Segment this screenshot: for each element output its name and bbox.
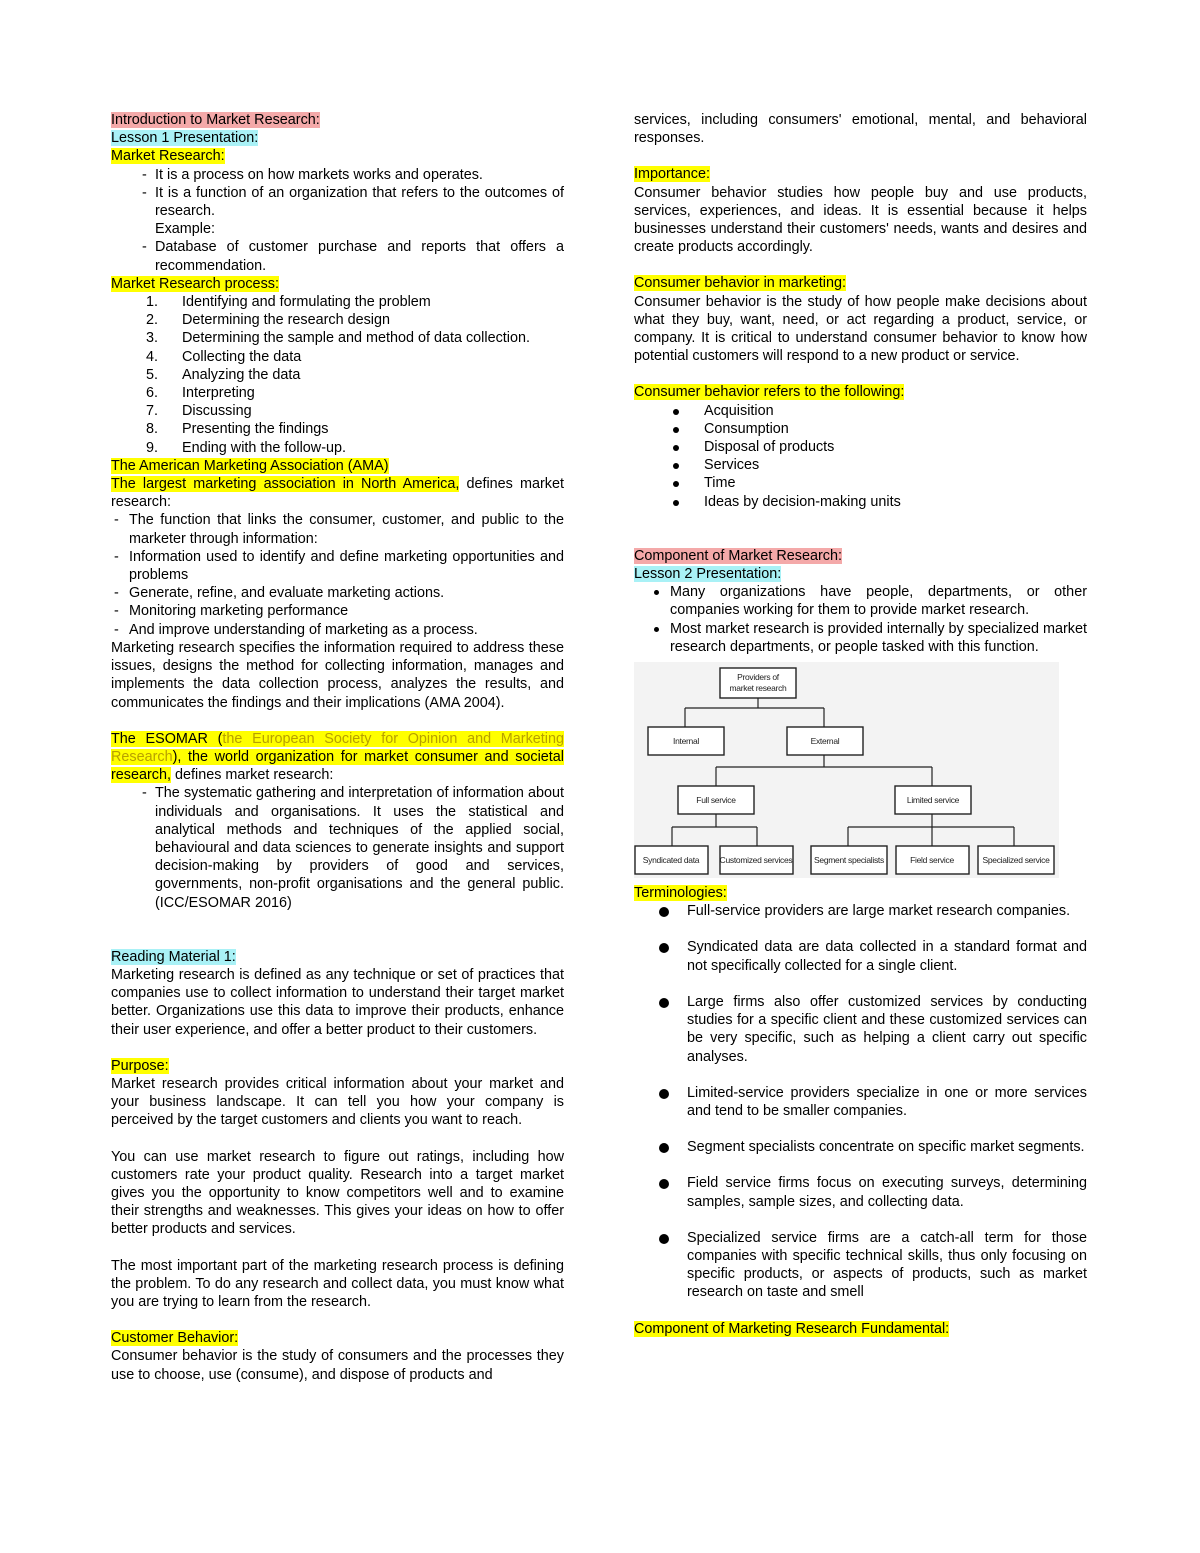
intro-heading: Introduction to Market Research:: [111, 112, 320, 128]
list-item: - It is a function of an organization that refers to the outcomes of research.: [111, 184, 564, 220]
label-limited-service: Limited service: [906, 795, 960, 806]
list-item: - And improve understanding of marketing as a process.: [111, 621, 564, 639]
list-item: Disposal of products: [634, 438, 1087, 456]
left-column: [111, 111, 564, 1384]
process-step: 1. Identifying and formulating the problem: [146, 294, 431, 311]
importance-heading: Importance:: [634, 166, 710, 183]
list-item: Acquisition: [634, 402, 1087, 420]
terminologies-heading: Terminologies:: [634, 885, 727, 902]
reading-text: Marketing research is defined as any technique or set of practices that companies use to collect information to understand their target market better. Organizations use this data to improve their products, enhance their user experience, and offer a better product to their customers.: [111, 966, 564, 1038]
market-research-heading: Market Research:: [111, 148, 225, 165]
importance-text: Consumer behavior studies how people buy and use products, services, experiences, and ideas. It is essential because it helps businesses understand their customers' needs, wants and desires and create products accordingly.: [634, 184, 1087, 256]
providers-diagram: [634, 662, 1059, 878]
process-heading: Market Research process:: [111, 275, 279, 292]
list-item: - Information used to identify and define marketing opportunities and problems: [111, 548, 564, 584]
process-list: [111, 293, 564, 457]
process-step: 8. Presenting the findings: [146, 421, 329, 438]
term-item: Syndicated data are data collected in a standard format and not specifically collected for a single client.: [634, 938, 1087, 974]
label-segment: Segment specialists: [814, 855, 884, 866]
component-heading: Component of Market Research:: [634, 547, 842, 564]
label-internal: Internal: [673, 736, 699, 747]
list-item: Time: [634, 474, 1087, 492]
list-item: Ideas by decision-making units: [634, 493, 1087, 511]
list-item: Consumption: [634, 420, 1087, 438]
list-item: - Database of customer purchase and reports that offers a recommendation.: [111, 238, 564, 274]
process-step: 9. Ending with the follow-up.: [146, 439, 346, 456]
label-customized: Customized services: [719, 855, 793, 866]
term-item: Segment specialists concentrate on specific market segments.: [634, 1138, 1087, 1156]
label-specialized: Specialized service: [982, 855, 1050, 866]
list-item: - The function that links the consumer, customer, and public to the marketer through information:: [111, 511, 564, 547]
purpose-paragraph-3: The most important part of the marketing research process is defining the problem. To do any research and collect data, you must know what you are trying to learn from the research.: [111, 1257, 564, 1310]
right-column: [634, 111, 1087, 1338]
fundamental-heading: Component of Marketing Research Fundamental:: [634, 1320, 950, 1337]
term-item: Limited-service providers specialize in one or more services and tend to be smaller companies.: [634, 1084, 1087, 1120]
list-item: - Monitoring marketing performance: [111, 602, 564, 620]
term-item: Full-service providers are large market research companies.: [634, 902, 1087, 920]
ama-paragraph: Marketing research specifies the information required to address these issues, designs the method for collecting information, manages and implements the data collection process, analyzes the results, and communicates the findings and their implications (AMA 2004).: [111, 639, 564, 711]
lesson1-heading: Lesson 1 Presentation:: [111, 130, 259, 147]
purpose-paragraph-2: You can use market research to figure out ratings, including how customers rate your product quality. Research into a target market gives you the opportunity to know competitors well and to examine their strengths and weaknesses. This gives your ideas on how to offer better products and services.: [111, 1148, 564, 1238]
ama-heading: The American Marketing Association (AMA): [111, 457, 389, 474]
list-item: Many organizations have people, departments, or other companies working for them to provide market research.: [634, 583, 1087, 619]
lesson2-heading: Lesson 2 Presentation:: [634, 566, 782, 583]
term-item: Specialized service firms are a catch-all term for those companies with specific technical skills, thus only focusing on specific products, or aspects of products, such as market research on taste and smell: [634, 1229, 1087, 1302]
term-item: Field service firms focus on executing surveys, determining samples, sample sizes, and collecting data.: [634, 1174, 1087, 1210]
cb-marketing-text: Consumer behavior is the study of how people make decisions about what they buy, want, need, or act regarding a product, service, or company. It is critical to understand consumer behavior to know how potential customers will respond to a new product or service.: [634, 293, 1087, 365]
list-item: Services: [634, 456, 1087, 474]
reading-heading: Reading Material 1:: [111, 948, 236, 965]
label-syndicated: Syndicated data: [642, 855, 700, 866]
cb-marketing-heading: Consumer behavior in marketing:: [634, 275, 846, 292]
label-full-service: Full service: [696, 795, 736, 806]
label-field: Field service: [910, 855, 954, 866]
ama-intro: The largest marketing association in North America, defines market research:: [111, 476, 564, 511]
customer-behavior-heading: Customer Behavior:: [111, 1330, 239, 1347]
process-step: 4. Collecting the data: [146, 348, 302, 365]
list-item: - It is a process on how markets works and operates.: [111, 166, 564, 184]
process-step: 7. Discussing: [146, 403, 252, 420]
customer-behavior-text: Consumer behavior is the study of consumers and the processes they use to choose, use (consume), and dispose of products and: [111, 1348, 564, 1383]
list-item: Most market research is provided internally by specialized market research departments, or people tasked with this function.: [634, 620, 1087, 656]
process-step: 5. Analyzing the data: [146, 366, 301, 383]
label-root-1: Providers of: [737, 672, 779, 683]
example-label: Example:: [155, 221, 215, 238]
purpose-heading: Purpose:: [111, 1057, 169, 1074]
purpose-paragraph-1: Market research provides critical information about your market and your business landscape. It can tell you how your company is perceived by the target customers and clients you want to reach.: [111, 1075, 564, 1129]
process-step: 2. Determining the research design: [146, 312, 390, 329]
list-item: - Generate, refine, and evaluate marketing actions.: [111, 584, 564, 602]
continued-text: services, including consumers' emotional, mental, and behavioral responses.: [634, 112, 1087, 147]
refers-heading: Consumer behavior refers to the following:: [634, 384, 905, 401]
process-step: 3. Determining the sample and method of data collection.: [146, 330, 530, 347]
term-item: Large firms also offer customized services by conducting studies for a specific client and these customized services can be very specific, such as helping a client carry out specific analyses.: [634, 993, 1087, 1066]
process-step: 6. Interpreting: [146, 385, 255, 402]
list-item: - The systematic gathering and interpretation of information about individuals and organisations. It uses the statistical and analytical methods and techniques of the applied social, behavioural and data sciences to generate insights and support decision-making by providers of good and services, governments, non-profit organisations and the general public. (ICC/ESOMAR 2016): [111, 784, 564, 911]
label-external: External: [810, 736, 840, 747]
label-root-2: market research: [729, 683, 787, 694]
esomar-intro: The ESOMAR (the European Society for Opinion and Marketing Research), the world organization for market consumer and societal research, defines market research:: [111, 730, 564, 784]
